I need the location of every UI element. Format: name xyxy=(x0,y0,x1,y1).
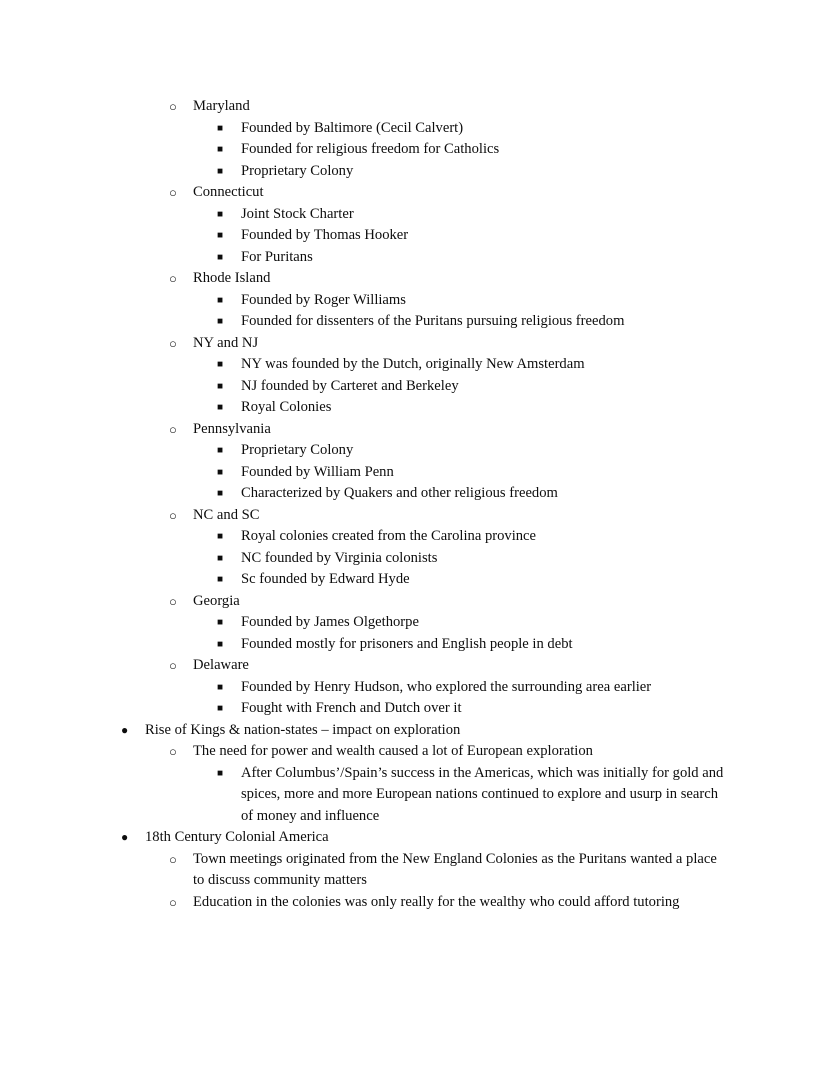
list-item-text: Royal Colonies xyxy=(241,399,332,415)
list-item-text: NY was founded by the Dutch, originally New Amsterdam xyxy=(241,356,585,372)
bullet-square-icon: ■ xyxy=(217,359,224,370)
list-item xyxy=(97,763,731,828)
list-item xyxy=(97,591,731,613)
bullet-square-icon: ■ xyxy=(217,380,224,392)
bullet-square-icon: ■ xyxy=(217,638,224,650)
list-item xyxy=(97,311,731,333)
list-item-text: Education in the colonies was only really for the wealthy who could afford tutoring xyxy=(193,893,680,910)
list-item xyxy=(97,354,731,376)
list-item xyxy=(97,612,731,634)
bullet-square-icon: ■ xyxy=(217,144,224,155)
list-item xyxy=(97,96,731,118)
list-item-text: After Columbus’/Spain’s success in the Americas, which was initially for gold and spices, more and more European nations continued to explore and usurp in search of money and influence xyxy=(241,764,724,824)
list-item-text: Founded by Henry Hudson, who explored the surrounding area earlier xyxy=(241,678,652,695)
list-item-text: Founded for dissenters of the Puritans pursuing religious freedom xyxy=(241,313,625,329)
list-item xyxy=(97,741,731,763)
list-item-text: Georgia xyxy=(193,592,240,609)
bullet-circle-icon: ○ xyxy=(169,658,177,673)
list-item-text: Proprietary Colony xyxy=(241,162,354,179)
bullet-square-icon: ■ xyxy=(217,767,224,779)
bullet-square-icon: ■ xyxy=(217,316,224,327)
list-item xyxy=(97,634,731,656)
list-item xyxy=(97,849,731,892)
bullet-square-icon: ■ xyxy=(217,445,224,456)
bullet-square-icon: ■ xyxy=(217,251,224,263)
bullet-square-icon: ■ xyxy=(217,466,224,478)
list-item xyxy=(97,569,731,591)
list-item-text: Fought with French and Dutch over it xyxy=(241,700,462,716)
list-item-text: Town meetings originated from the New England Colonies as the Puritans wanted a place to discuss community matters xyxy=(193,850,717,888)
list-item-text: The need for power and wealth caused a lot of European exploration xyxy=(193,743,593,759)
bullet-circle-icon: ○ xyxy=(169,507,177,523)
list-item xyxy=(97,204,731,226)
list-item-text: Founded for religious freedom for Catholics xyxy=(241,141,500,157)
list-item-text: Founded by Roger Williams xyxy=(241,291,406,308)
list-item xyxy=(97,247,731,269)
bullet-square-icon: ■ xyxy=(217,208,224,220)
list-item xyxy=(97,892,731,914)
bullet-square-icon: ■ xyxy=(217,230,224,241)
list-item xyxy=(97,397,731,419)
list-item-text: Delaware xyxy=(193,657,249,673)
list-item-text: NC founded by Virginia colonists xyxy=(241,549,438,566)
list-item xyxy=(97,139,731,161)
list-item xyxy=(97,333,731,355)
list-item-text: Maryland xyxy=(193,98,250,114)
bullet-square-icon: ■ xyxy=(217,294,224,306)
bullet-square-icon: ■ xyxy=(217,703,224,714)
list-item-text: Pennsylvania xyxy=(193,420,271,437)
outline-list xyxy=(97,96,731,913)
list-item xyxy=(97,505,731,527)
bullet-disc-icon: ● xyxy=(121,722,129,737)
list-item xyxy=(97,698,731,720)
list-item-text: For Puritans xyxy=(241,248,313,265)
bullet-circle-icon: ○ xyxy=(169,851,177,867)
bullet-circle-icon: ○ xyxy=(169,593,177,609)
list-item-text: Founded by James Olgethorpe xyxy=(241,614,419,630)
list-item xyxy=(97,376,731,398)
bullet-square-icon: ■ xyxy=(217,122,224,134)
list-item-text: Characterized by Quakers and other religious freedom xyxy=(241,485,558,501)
list-item xyxy=(97,225,731,247)
bullet-square-icon: ■ xyxy=(217,165,224,177)
list-item xyxy=(97,655,731,677)
list-item-text: 18th Century Colonial America xyxy=(145,829,329,845)
list-item-text: Founded mostly for prisoners and English people in debt xyxy=(241,635,573,652)
bullet-circle-icon: ○ xyxy=(169,335,177,351)
list-item-text: NC and SC xyxy=(193,506,260,523)
list-item xyxy=(97,440,731,462)
list-item xyxy=(97,720,731,742)
list-item xyxy=(97,290,731,312)
bullet-circle-icon: ○ xyxy=(169,271,177,286)
list-item xyxy=(97,677,731,699)
list-item-text: Founded by Thomas Hooker xyxy=(241,227,409,243)
list-item-text: Founded by Baltimore (Cecil Calvert) xyxy=(241,119,464,136)
bullet-square-icon: ■ xyxy=(217,552,224,564)
list-item xyxy=(97,526,731,548)
list-item-text: Sc founded by Edward Hyde xyxy=(241,571,410,587)
bullet-circle-icon: ○ xyxy=(169,894,177,910)
list-item xyxy=(97,827,731,849)
list-item xyxy=(97,462,731,484)
list-item-text: Rhode Island xyxy=(193,270,271,286)
bullet-circle-icon: ○ xyxy=(169,99,177,114)
bullet-circle-icon: ○ xyxy=(169,421,177,437)
list-item xyxy=(97,182,731,204)
list-item-text: Joint Stock Charter xyxy=(241,205,354,222)
list-item xyxy=(97,161,731,183)
bullet-disc-icon: ● xyxy=(121,830,129,844)
bullet-circle-icon: ○ xyxy=(169,185,177,200)
bullet-square-icon: ■ xyxy=(217,574,224,585)
list-item-text: Proprietary Colony xyxy=(241,442,354,458)
bullet-square-icon: ■ xyxy=(217,681,224,693)
list-item-text: Founded by William Penn xyxy=(241,463,394,480)
bullet-circle-icon: ○ xyxy=(169,744,177,759)
list-item xyxy=(97,118,731,140)
list-item xyxy=(97,483,731,505)
list-item-text: Rise of Kings & nation-states – impact on exploration xyxy=(145,721,461,738)
list-item xyxy=(97,548,731,570)
bullet-square-icon: ■ xyxy=(217,531,224,542)
bullet-square-icon: ■ xyxy=(217,402,224,413)
list-item-text: NY and NJ xyxy=(193,334,259,351)
list-item-text: NJ founded by Carteret and Berkeley xyxy=(241,377,459,394)
list-item xyxy=(97,268,731,290)
list-item xyxy=(97,419,731,441)
bullet-square-icon: ■ xyxy=(217,488,224,499)
list-item-text: Connecticut xyxy=(193,184,264,200)
list-item-text: Royal colonies created from the Carolina province xyxy=(241,528,537,544)
bullet-square-icon: ■ xyxy=(217,617,224,628)
